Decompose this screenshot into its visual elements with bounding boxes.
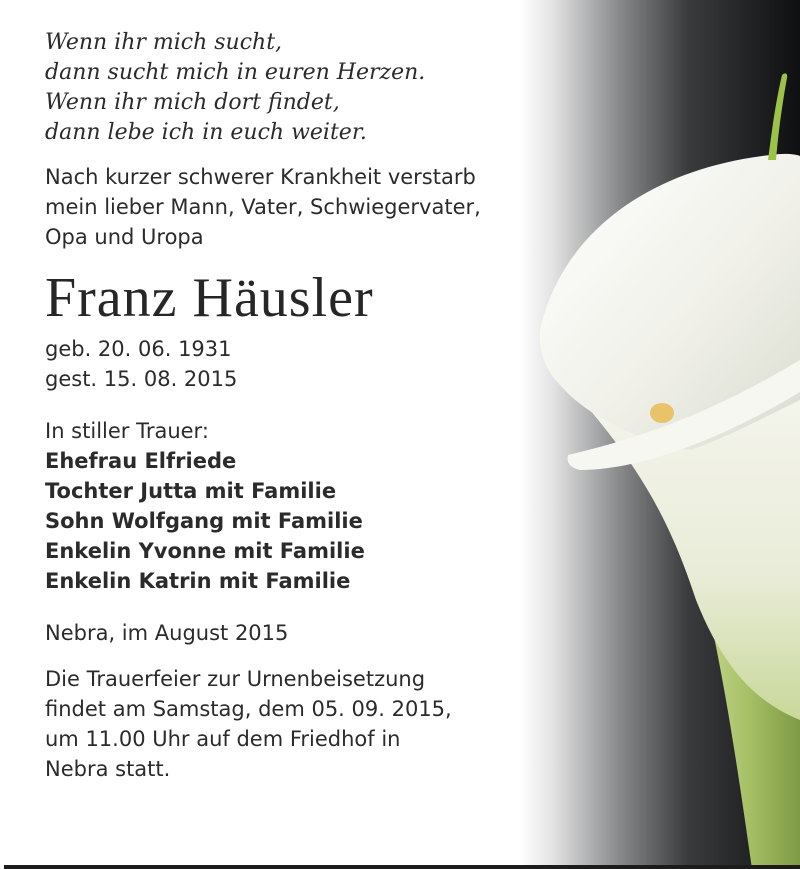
poem-line: Wenn ihr mich dort findet, [45,90,340,115]
poem-line: dann lebe ich in euch weiter. [45,120,367,145]
poem-line: dann sucht mich in euren Herzen. [45,60,426,85]
deceased-name: Franz Häusler [45,267,374,329]
birth-date: geb. 20. 06. 1931 [45,337,232,361]
announcement-line: Opa und Uropa [45,225,204,249]
family-member: Enkelin Yvonne mit Familie [45,539,365,563]
death-date: gest. 15. 08. 2015 [45,367,238,391]
place-and-date: Nebra, im August 2015 [45,621,289,645]
bottom-rule [4,0,800,869]
funeral-line: Die Trauerfeier zur Urnenbeisetzung [45,667,426,691]
funeral-line: findet am Samstag, dem 05. 09. 2015, [45,697,452,721]
family-member: Sohn Wolfgang mit Familie [45,509,363,533]
poem-line: Wenn ihr mich sucht, [45,30,283,55]
announcement-line: Nach kurzer schwerer Krankheit verstarb [45,165,476,189]
announcement-line: mein lieber Mann, Vater, Schwiegervater, [45,195,481,219]
family-member: Tochter Jutta mit Familie [45,479,337,503]
mourners-heading: In stiller Trauer: [45,419,209,443]
family-member: Ehefrau Elfriede [45,449,237,473]
funeral-line: Nebra statt. [45,757,171,781]
funeral-line: um 11.00 Uhr auf dem Friedhof in [45,727,401,751]
family-member: Enkelin Katrin mit Familie [45,569,351,593]
